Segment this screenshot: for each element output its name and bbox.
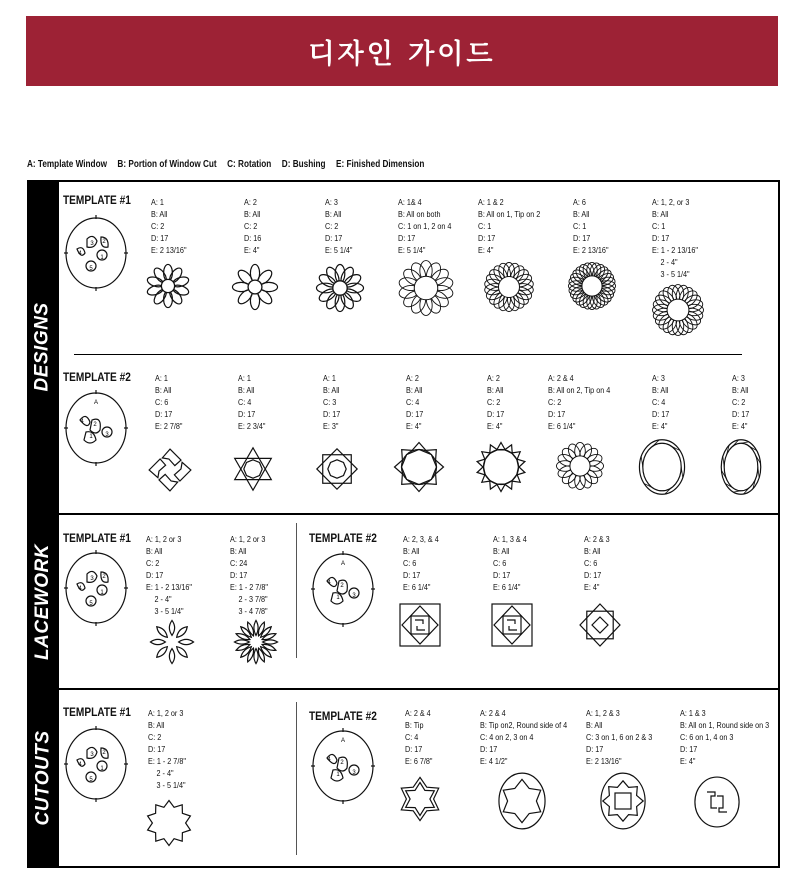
- spec-line: A: 2 & 4: [480, 708, 506, 718]
- spec-line: C: 2: [487, 397, 501, 407]
- spec-line: A: 2, 3, & 4: [403, 534, 439, 544]
- spec-line: A: 2 & 4: [548, 373, 574, 383]
- spec-line: B: All: [148, 720, 165, 730]
- template-window-number: 2: [93, 422, 97, 428]
- spec-block: [406, 372, 423, 432]
- oval-design: [638, 438, 686, 496]
- spec-line: B: All: [403, 546, 420, 556]
- spec-block: [487, 372, 504, 432]
- spec-line: D: 17: [652, 233, 670, 243]
- spec-line: A: 2: [406, 373, 419, 383]
- spec-line: B: All on 2, Tip on 4: [548, 385, 611, 395]
- spec-line: B: All on 1, Round side on 3: [680, 720, 770, 730]
- spec-line: A: 1: [323, 373, 336, 383]
- spec-line: A: 3: [652, 373, 665, 383]
- spec-line: A: 6: [573, 197, 586, 207]
- spec-line: B: All: [323, 385, 340, 395]
- spec-line: C: 6: [155, 397, 169, 407]
- lacework-design: [490, 602, 534, 648]
- spec-line: C: 2: [148, 732, 162, 742]
- spec-line: B: All: [155, 385, 172, 395]
- spec-line: C: 1: [478, 221, 492, 231]
- spec-line: D: 17: [573, 233, 591, 243]
- template-window-number: 3: [90, 752, 94, 758]
- spec-line: E: 1 - 2 13/16": [146, 582, 192, 592]
- spec-line: E: 6 1/4": [548, 421, 576, 431]
- spec-line: E: 4": [584, 582, 600, 592]
- spec-line: 2 - 4": [660, 257, 678, 267]
- spec-line: E: 4": [406, 421, 422, 431]
- spec-line: 2 - 3 7/8": [238, 594, 268, 604]
- template-window-number: 2: [102, 239, 106, 245]
- section-label-designs: DESIGNS: [32, 302, 53, 392]
- spec-line: C: 6: [493, 558, 507, 568]
- flower-design: [232, 264, 278, 310]
- spec-line: B: All: [146, 546, 163, 556]
- spec-line: D: 16: [244, 233, 262, 243]
- spec-line: 3 - 5 1/4": [154, 606, 184, 616]
- spec-line: E: 4": [732, 421, 748, 431]
- spec-line: E: 4": [478, 245, 494, 255]
- spec-line: A: 1, 2 & 3: [586, 708, 620, 718]
- legend-item: E: Finished Dimension: [336, 159, 425, 170]
- spec-block: [398, 196, 451, 256]
- spec-line: C: 3 on 1, 6 on 2 & 3: [586, 732, 653, 742]
- spec-line: E: 1 - 2 7/8": [230, 582, 268, 592]
- spec-block: [586, 707, 652, 767]
- spec-block: [403, 533, 439, 593]
- spec-line: C: 2: [325, 221, 339, 231]
- spec-line: B: All: [586, 720, 603, 730]
- rosette-design: [398, 260, 454, 316]
- template-window-number: 1: [336, 595, 340, 601]
- template2-diagram: [64, 390, 128, 466]
- star-frame-design: [394, 442, 444, 492]
- spec-line: C: 6: [403, 558, 417, 568]
- spec-line: A: 1 & 2: [478, 197, 504, 207]
- template1-diagram: [64, 215, 128, 291]
- spec-line: C: 6 on 1, 4 on 3: [680, 732, 734, 742]
- spec-line: C: 1: [652, 221, 666, 231]
- flower-design: [146, 264, 190, 308]
- template-window-number: A: [340, 738, 346, 744]
- spec-block: [325, 196, 352, 256]
- spec-line: D: 17: [148, 744, 166, 754]
- spec-block: [548, 372, 610, 432]
- spec-line: D: 17: [487, 409, 505, 419]
- template-window-number: 1: [100, 766, 104, 772]
- spec-block: [573, 196, 609, 256]
- spec-line: E: 6 7/8": [405, 756, 433, 766]
- spec-line: 3 - 5 1/4": [660, 269, 690, 279]
- spec-line: 2 - 4": [154, 594, 172, 604]
- spec-line: E: 2 13/16": [151, 245, 187, 255]
- spec-line: E: 3": [323, 421, 339, 431]
- template-window-number: 4: [80, 419, 84, 425]
- spec-block: [480, 707, 567, 767]
- rosette-design: [652, 284, 704, 336]
- template-window-number: 5: [89, 266, 93, 272]
- spec-line: D: 17: [238, 409, 256, 419]
- spec-line: E: 4": [487, 421, 503, 431]
- spec-block: [584, 533, 610, 593]
- spec-block: [146, 533, 192, 617]
- spec-block: [151, 196, 187, 256]
- cutout-design: [398, 774, 442, 824]
- lacework-design: [150, 620, 194, 664]
- spec-line: A: 1: [155, 373, 168, 383]
- spec-line: B: All: [573, 209, 590, 219]
- lacework-design: [234, 620, 278, 664]
- spec-line: C: 4: [652, 397, 666, 407]
- section-divider: [59, 688, 780, 690]
- lacework-design: [398, 602, 442, 648]
- spec-block: [244, 196, 261, 256]
- template-label: TEMPLATE #2: [309, 711, 377, 723]
- template-label: TEMPLATE #2: [63, 372, 131, 384]
- spec-line: C: 4 on 2, 3 on 4: [480, 732, 534, 742]
- spec-block: [230, 533, 268, 617]
- spec-line: C: 3: [323, 397, 337, 407]
- lacework-design: [578, 602, 622, 648]
- weave-design: [230, 446, 276, 492]
- spec-line: D: 17: [405, 744, 423, 754]
- spec-line: A: 1, 2 or 3: [146, 534, 182, 544]
- cutout-design: [600, 772, 646, 830]
- spec-line: 3 - 5 1/4": [156, 780, 186, 790]
- spec-line: B: Tip on2, Round side of 4: [480, 720, 568, 730]
- rosette-design: [484, 262, 534, 312]
- spec-block: [155, 372, 182, 432]
- spec-block: [652, 196, 698, 280]
- spec-line: 3 - 4 7/8": [238, 606, 268, 616]
- template-window-number: A: [340, 561, 346, 567]
- spec-line: D: 17: [146, 570, 164, 580]
- spec-line: C: 4: [406, 397, 420, 407]
- spec-line: B: All: [652, 385, 669, 395]
- spec-block: [732, 372, 749, 432]
- spec-block: [323, 372, 340, 432]
- star-frame-design: [476, 442, 526, 492]
- template-window-number: 4: [327, 580, 331, 586]
- spec-line: E: 4": [652, 421, 668, 431]
- spec-line: D: 17: [493, 570, 511, 580]
- cutout-design: [146, 800, 192, 846]
- template-window-number: 2: [340, 583, 344, 589]
- spec-line: D: 17: [323, 409, 341, 419]
- template2-diagram: [311, 551, 375, 627]
- flower-design: [316, 264, 364, 312]
- spec-line: A: 3: [325, 197, 338, 207]
- spec-line: D: 17: [478, 233, 496, 243]
- template-window-number: 3: [105, 432, 109, 438]
- spec-line: E: 2 7/8": [155, 421, 183, 431]
- spec-line: C: 4: [238, 397, 252, 407]
- template-label: TEMPLATE #2: [309, 533, 377, 545]
- template-window-number: 5: [89, 777, 93, 783]
- template-window-number: 1: [100, 255, 104, 261]
- cutout-design: [498, 772, 546, 830]
- spec-block: [148, 707, 186, 791]
- spec-line: A: 1 & 3: [680, 708, 706, 718]
- spec-line: A: 3: [732, 373, 745, 383]
- title-banner: [26, 16, 778, 86]
- spec-line: C: 1 on 1, 2 on 4: [398, 221, 452, 231]
- spec-line: A: 2: [487, 373, 500, 383]
- column-divider: [296, 523, 297, 658]
- spec-line: D: 17: [586, 744, 604, 754]
- spec-line: A: 1, 2, or 3: [652, 197, 690, 207]
- spec-line: E: 5 1/4": [325, 245, 353, 255]
- spec-line: C: 2: [151, 221, 165, 231]
- spec-line: B: All on 1, Tip on 2: [478, 209, 541, 219]
- spec-line: D: 17: [548, 409, 566, 419]
- spec-line: C: 2: [732, 397, 746, 407]
- spec-line: D: 17: [325, 233, 343, 243]
- template-window-number: 4: [78, 586, 82, 592]
- spec-line: D: 17: [584, 570, 602, 580]
- template-label: TEMPLATE #1: [63, 195, 131, 207]
- section-divider: [59, 513, 780, 515]
- spec-line: E: 2 13/16": [573, 245, 609, 255]
- spec-line: B: All: [652, 209, 669, 219]
- spec-line: B: All: [325, 209, 342, 219]
- spec-block: [238, 372, 265, 432]
- spec-line: E: 6 1/4": [493, 582, 521, 592]
- spec-line: B: All on both: [398, 209, 441, 219]
- oval-design: [720, 438, 762, 496]
- template-window-number: A: [93, 400, 99, 406]
- weave-design: [314, 446, 360, 492]
- section-label-cutouts: CUTOUTS: [32, 730, 54, 826]
- template-window-number: 3: [90, 576, 94, 582]
- spec-line: A: 2 & 4: [405, 708, 431, 718]
- spec-line: E: 6 1/4": [403, 582, 431, 592]
- spec-line: C: 1: [573, 221, 587, 231]
- spec-line: B: All: [487, 385, 504, 395]
- spec-block: [405, 707, 432, 767]
- spec-line: E: 1 - 2 7/8": [148, 756, 186, 766]
- spec-block: [493, 533, 527, 593]
- template-window-number: 1: [336, 772, 340, 778]
- spec-line: B: All: [230, 546, 247, 556]
- spec-line: D: 17: [406, 409, 424, 419]
- template-window-number: 2: [340, 760, 344, 766]
- spec-line: A: 1, 3 & 4: [493, 534, 527, 544]
- spec-line: C: 4: [405, 732, 419, 742]
- spec-line: A: 1, 2 or 3: [148, 708, 184, 718]
- spec-line: D: 17: [680, 744, 698, 754]
- spec-line: D: 17: [652, 409, 670, 419]
- rosette-design: [568, 262, 616, 310]
- spec-line: D: 17: [155, 409, 173, 419]
- spec-line: D: 17: [403, 570, 421, 580]
- spec-line: E: 4": [680, 756, 696, 766]
- spec-line: E: 2 3/4": [238, 421, 266, 431]
- template1-diagram: [64, 550, 128, 626]
- spec-line: A: 2: [244, 197, 257, 207]
- spec-line: B: All: [151, 209, 168, 219]
- spec-line: E: 4 1/2": [480, 756, 508, 766]
- spec-line: B: All: [732, 385, 749, 395]
- spec-block: [680, 707, 769, 767]
- template-window-number: 5: [89, 601, 93, 607]
- template-window-number: 1: [100, 590, 104, 596]
- spec-line: A: 1, 2 or 3: [230, 534, 266, 544]
- template-window-number: 3: [352, 593, 356, 599]
- spec-line: D: 17: [398, 233, 416, 243]
- template-label: TEMPLATE #1: [63, 533, 131, 545]
- template-window-number: 2: [102, 574, 106, 580]
- legend-item: B: Portion of Window Cut: [117, 159, 217, 170]
- spec-line: D: 17: [480, 744, 498, 754]
- legend-item: D: Bushing: [281, 159, 326, 170]
- spec-line: C: 2: [548, 397, 562, 407]
- spec-line: B: Tip: [405, 720, 424, 730]
- legend-item: A: Template Window: [27, 159, 107, 170]
- rosette-design: [556, 442, 604, 490]
- spec-line: C: 6: [584, 558, 598, 568]
- section-label-lacework: LACEWORK: [32, 543, 54, 660]
- spec-line: E: 5 1/4": [398, 245, 426, 255]
- legend-item: C: Rotation: [227, 159, 272, 170]
- spec-line: A: 1: [238, 373, 251, 383]
- spec-line: A: 2 & 3: [584, 534, 610, 544]
- spec-line: A: 1: [151, 197, 164, 207]
- template-window-number: 3: [352, 770, 356, 776]
- column-divider: [296, 702, 297, 855]
- spec-block: [652, 372, 669, 432]
- spec-line: C: 24: [230, 558, 248, 568]
- spec-line: B: All: [238, 385, 255, 395]
- spec-line: E: 4": [244, 245, 260, 255]
- spec-block: [478, 196, 540, 256]
- spec-line: E: 2 13/16": [586, 756, 622, 766]
- spec-line: D: 17: [230, 570, 248, 580]
- template-window-number: 4: [78, 762, 82, 768]
- template-window-number: 4: [78, 251, 82, 257]
- spec-line: 2 - 4": [156, 768, 174, 778]
- spec-line: D: 17: [732, 409, 750, 419]
- spec-line: B: All: [244, 209, 261, 219]
- pinwheel-design: [148, 448, 192, 492]
- template-window-number: 4: [327, 757, 331, 763]
- spec-line: A: 1& 4: [398, 197, 422, 207]
- template1-diagram: [64, 726, 128, 802]
- spec-line: B: All: [406, 385, 423, 395]
- template-window-number: 1: [89, 434, 93, 440]
- spec-line: E: 1 - 2 13/16": [652, 245, 698, 255]
- page-title: 디자인 가이드: [308, 38, 496, 70]
- spec-line: B: All: [584, 546, 601, 556]
- template-window-number: 2: [102, 750, 106, 756]
- spec-line: C: 2: [146, 558, 160, 568]
- spec-line: C: 2: [244, 221, 258, 231]
- spec-line: B: All: [493, 546, 510, 556]
- template2-diagram: [311, 728, 375, 804]
- legend: [27, 159, 433, 170]
- template-label: TEMPLATE #1: [63, 707, 131, 719]
- template-window-number: 3: [90, 241, 94, 247]
- template-divider: [74, 354, 742, 355]
- spec-line: D: 17: [151, 233, 169, 243]
- cutout-design: [694, 776, 740, 828]
